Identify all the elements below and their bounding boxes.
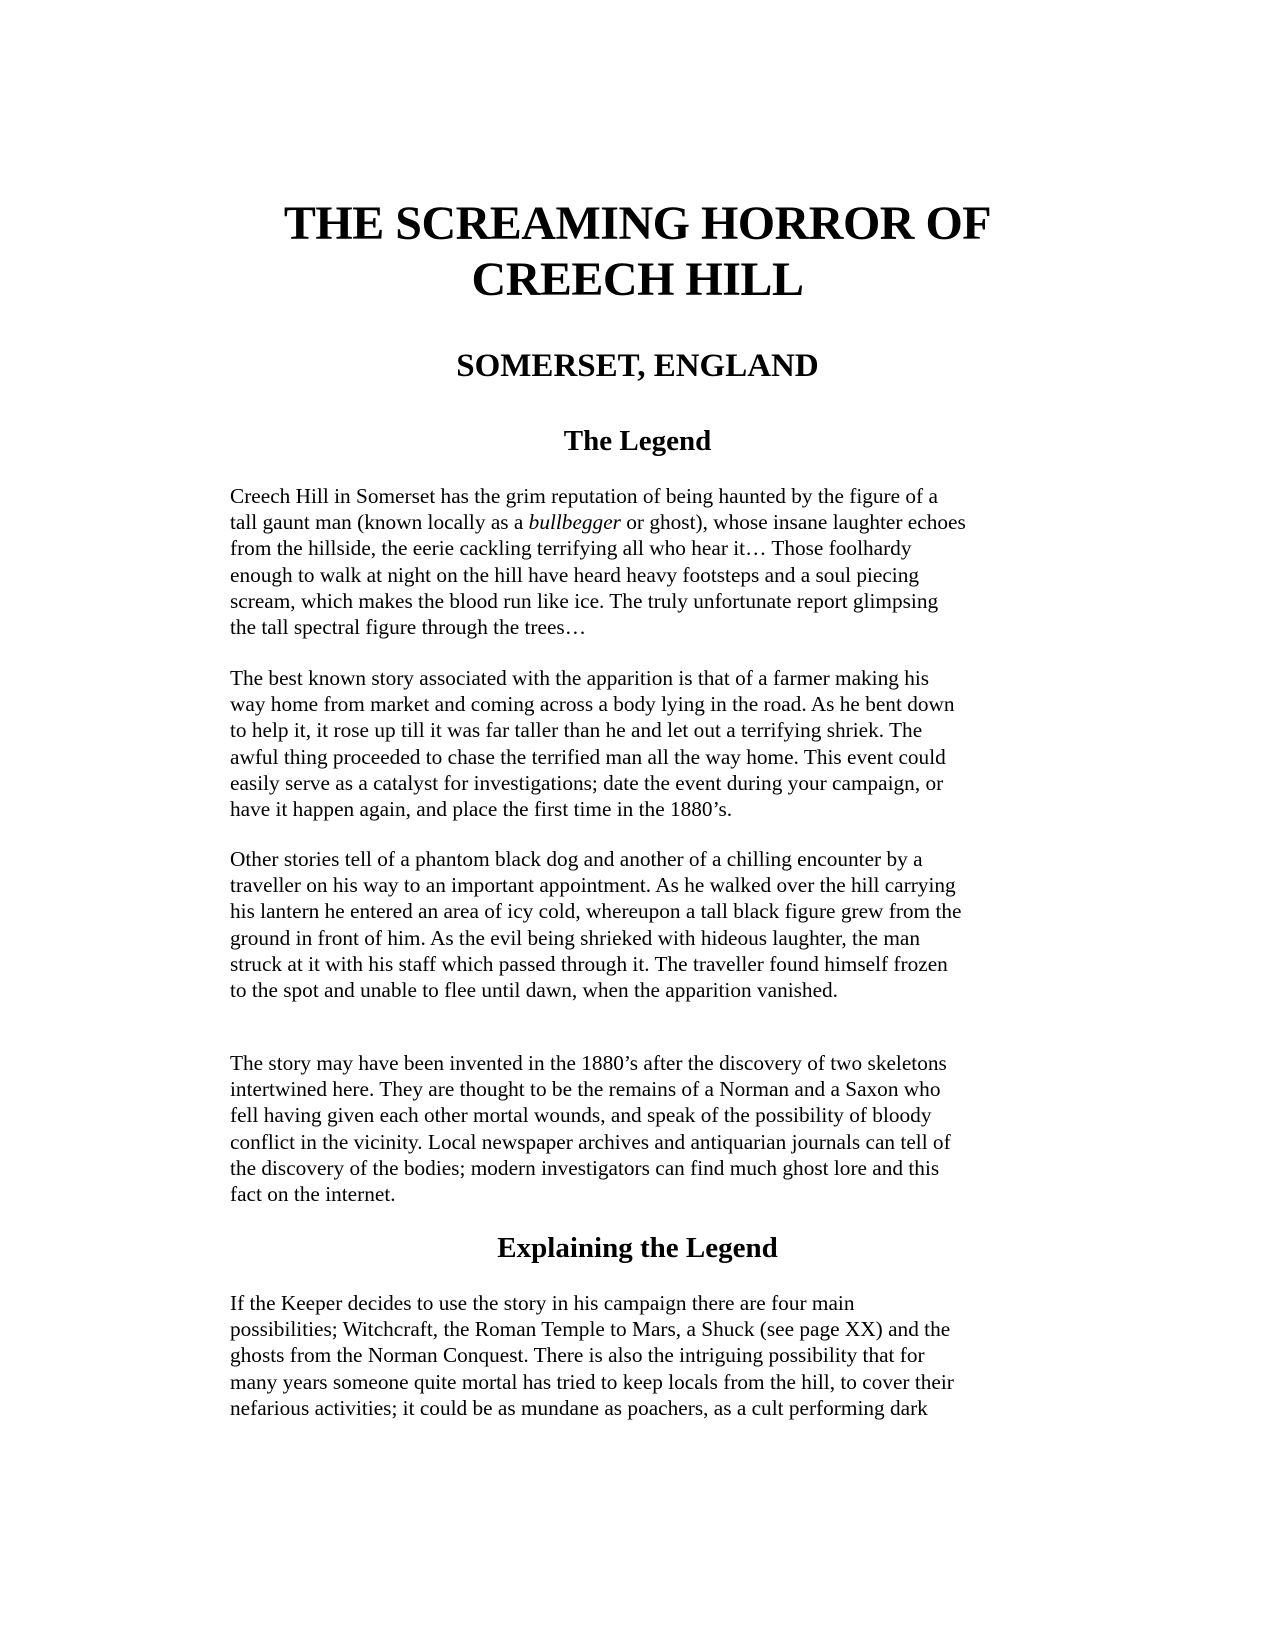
text-run: tall gaunt man (known locally as a (230, 510, 529, 535)
text-line: easily serve as a catalyst for investigations; date the event during your campaign, or (230, 770, 944, 795)
document-title (0, 196, 1275, 308)
text-line: have it happen again, and place the first time in the 1880’s. (230, 797, 733, 822)
text-line (230, 509, 1050, 535)
text-line: struck at it with his staff which passed through it. The traveller found himself frozen (230, 951, 948, 976)
text-line: fact on the internet. (230, 1182, 396, 1207)
text-line: scream, which makes the blood run like ice. The truly unfortunate report glimpsing (230, 588, 939, 613)
text-line: his lantern he entered an area of icy cold, whereupon a tall black figure grew from the (230, 899, 962, 924)
text-line: intertwined here. They are thought to be the remains of a Norman and a Saxon who (230, 1077, 941, 1102)
paragraph-farmer-story (230, 665, 1050, 822)
text-line: to the spot and unable to flee until dawn, when the apparition vanished. (230, 978, 838, 1003)
title-line: THE SCREAMING HORROR OF (283, 197, 992, 250)
document-subtitle: SOMERSET, ENGLAND (456, 348, 819, 384)
text-line: from the hillside, the eerie cackling terrifying all who hear it… Those foolhardy (230, 536, 912, 561)
text-line: enough to walk at night on the hill have heard heavy footsteps and a soul piecing (230, 562, 920, 587)
text-line: Other stories tell of a phantom black dog and another of a chilling encounter by a (230, 847, 923, 871)
text-line: nefarious activities; it could be as mundane as poachers, as a cult performing dark (230, 1395, 928, 1420)
paragraph-legend-intro (230, 483, 1050, 640)
italic-term-bullbegger: bullbegger (528, 510, 621, 535)
text-line: fell having given each other mortal wounds, and speak of the possibility of bloody (230, 1103, 932, 1128)
paragraph-traveller-story (230, 846, 1050, 1003)
paragraph-skeletons (230, 1050, 1050, 1207)
text-line: many years someone quite mortal has tried to keep locals from the hill, to cover their (230, 1369, 954, 1394)
text-line: possibilities; Witchcraft, the Roman Temple to Mars, a Shuck (see page XX) and the (230, 1317, 951, 1342)
section-heading-legend: The Legend (563, 425, 712, 457)
paragraph-keeper-possibilities (230, 1290, 1050, 1421)
text-line: The best known story associated with the apparition is that of a farmer making his (230, 666, 930, 690)
title-line: CREECH HILL (471, 253, 804, 306)
text-line: conflict in the vicinity. Local newspaper archives and antiquarian journals can tell of (230, 1129, 951, 1154)
text-line: to help it, it rose up till it was far taller than he and let out a terrifying shriek. The (230, 718, 923, 743)
text-line: the tall spectral figure through the trees… (230, 615, 587, 640)
text-line: If the Keeper decides to use the story in his campaign there are four main (230, 1291, 855, 1315)
text-run: or ghost), whose insane laughter echoes (620, 510, 966, 535)
section-heading-explaining: Explaining the Legend (497, 1232, 778, 1264)
text-line: awful thing proceeded to chase the terrified man all the way home. This event could (230, 744, 946, 769)
text-line: Creech Hill in Somerset has the grim reputation of being haunted by the figure of a (230, 484, 938, 508)
text-line: way home from market and coming across a body lying in the road. As he bent down (230, 692, 955, 717)
text-line: the discovery of the bodies; modern investigators can find much ghost lore and this (230, 1155, 940, 1180)
text-line: The story may have been invented in the 1880’s after the discovery of two skeletons (230, 1051, 947, 1075)
text-line: ghosts from the Norman Conquest. There is also the intriguing possibility that for (230, 1343, 925, 1368)
text-line: ground in front of him. As the evil being shrieked with hideous laughter, the man (230, 925, 920, 950)
text-line: traveller on his way to an important appointment. As he walked over the hill carrying (230, 873, 956, 898)
